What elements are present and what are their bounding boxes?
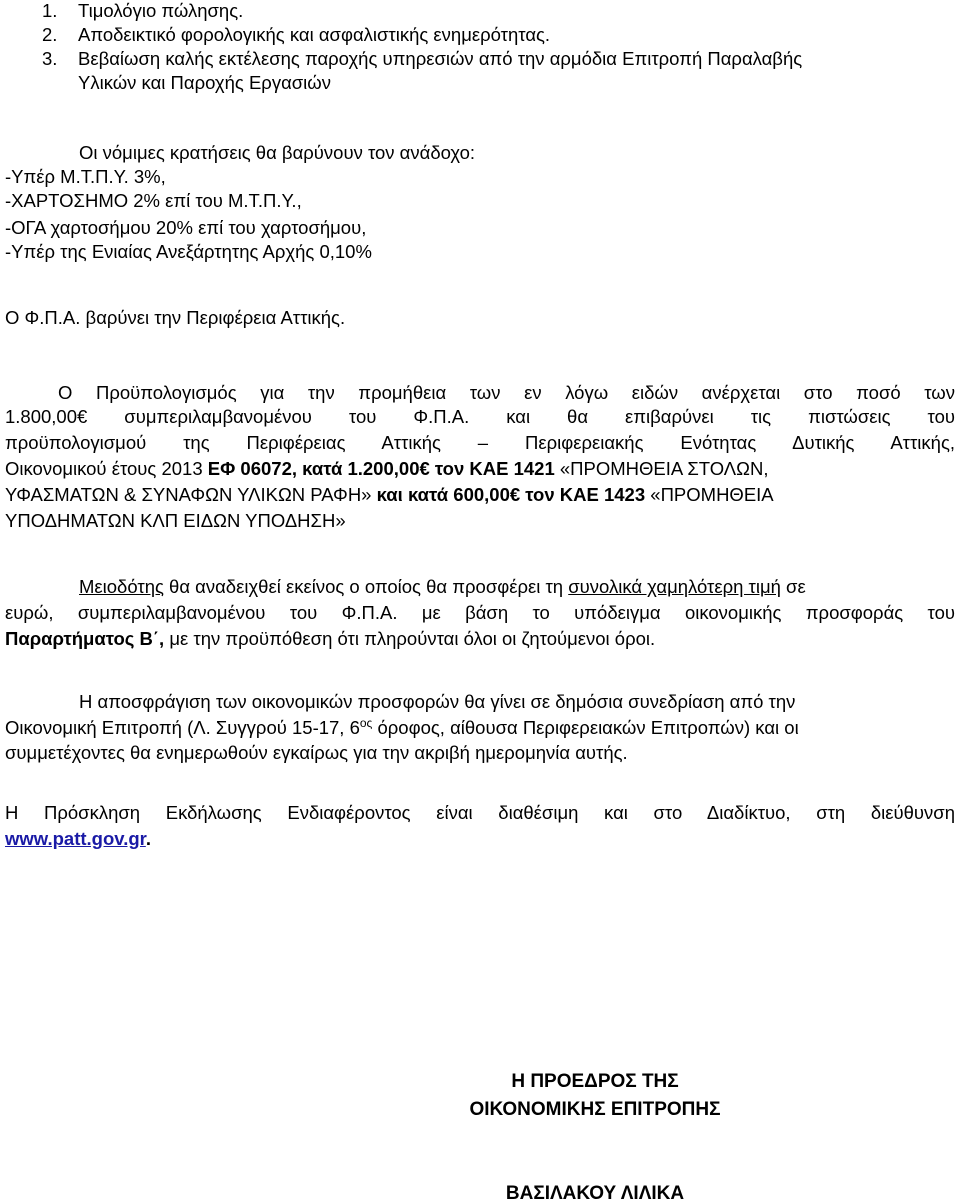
signature-title: ΟΙΚΟΝΟΜΙΚΗΣ ΕΠΙΤΡΟΠΗΣ [469,1099,721,1120]
budget-text: Οικονομικού έτους 2013 [5,458,208,479]
budget-text: «ΠΡΟΜΗΘΕΙΑ ΣΤΟΛΩΝ, [554,458,769,479]
invitation-text: . [145,828,151,849]
contractor-underlined: συνολικά χαμηλότερη τιμή [568,576,781,597]
withholding-item: -ΟΓΑ χαρτοσήμου 20% επί του χαρτοσήμου, [5,217,367,238]
withholdings-intro: Οι νόμιμες κρατήσεις θα βαρύνουν τον ανάδοχο: [79,142,476,163]
invitation-line: Η Πρόσκληση Εκδήλωσης Ενδιαφέροντος είναι διαθέσιμη και στο Διαδίκτυο, στη διεύθυνση [5,802,955,823]
withholding-item: -Υπέρ της Ενιαίας Ανεξάρτητης Αρχής 0,10% [5,241,372,262]
withholding-item: -Υπέρ Μ.Τ.Π.Υ. 3%, [5,166,166,187]
list-item [42,0,244,21]
ordinal-superscript: ος [359,716,373,730]
invitation-line [5,830,151,849]
budget-line: Ο Προϋπολογισμός για την προμήθεια των εν λόγω ειδών ανέρχεται στο ποσό των [58,382,955,403]
budget-line [5,486,955,505]
unsealing-line [5,717,799,738]
list-text-continuation: Υλικών και Παροχής Εργασιών [78,72,331,93]
contractor-text: θα αναδειχθεί εκείνος ο οποίος θα προσφέρει τη [163,576,569,597]
signature-title: Η ΠΡΟΕΔΡΟΣ ΤΗΣ [511,1071,679,1092]
budget-text: «ΠΡΟΜΗΘΕΙΑ [645,484,774,505]
list-text: Τιμολόγιο πώλησης. [78,0,244,21]
contractor-underlined: Μειοδότης [79,576,164,597]
website-link[interactable]: www.patt.gov.gr [5,828,146,849]
unsealing-line: Η αποσφράγιση των οικονομικών προσφορών θα γίνει σε δημόσια συνεδρίαση από την [79,691,796,712]
budget-line: ΥΠΟΔΗΜΑΤΩΝ ΚΛΠ ΕΙΔΩΝ ΥΠΟΔΗΣΗ» [5,510,346,531]
budget-line: 1.800,00€ συμπεριλαμβανομένου του Φ.Π.Α. και θα επιβαρύνει τις πιστώσεις του [5,406,955,427]
unsealing-text: Οικονομική Επιτροπή (Λ. Συγγρού 15-17, 6 [5,717,360,739]
list-text: Βεβαίωση καλής εκτέλεσης παροχής υπηρεσιών από την αρμόδια Επιτροπή Παραλαβής [78,48,803,69]
list-item [42,48,803,69]
list-number: 3. [42,48,58,69]
contractor-text: με την προϋπόθεση ότι πληρούνται όλοι οι ζητούμενοι όροι. [164,628,656,649]
budget-allocation-bold: ΕΦ 06072, κατά 1.200,00€ τον ΚΑΕ 1421 [207,458,555,479]
budget-allocation-bold: και κατά 600,00€ τον ΚΑΕ 1423 [376,484,646,505]
withholding-item: -ΧΑΡΤΟΣΗΜΟ 2% επί του Μ.Τ.Π.Υ., [5,190,302,211]
unsealing-line: συμμετέχοντες θα ενημερωθούν εγκαίρως για την ακριβή ημερομηνία αυτής. [5,742,628,763]
list-number: 2. [42,24,58,45]
contractor-text: σε [780,576,806,597]
contractor-line [5,630,655,649]
budget-line: προϋπολογισμού της Περιφέρειας Αττικής – Περιφερειακής Ενότητας Δυτικής Αττικής, [5,432,955,453]
contractor-line [79,578,806,597]
contractor-line: ευρώ, συμπεριλαμβανομένου του Φ.Π.Α. με βάση το υπόδειγμα οικονομικής προσφοράς του [5,602,955,623]
annex-reference: Παραρτήματος Β΄, [5,628,165,649]
list-item [42,24,551,45]
budget-line [5,460,955,479]
list-number: 1. [42,0,58,21]
list-text: Αποδεικτικό φορολογικής και ασφαλιστικής ενημερότητας. [78,24,551,45]
signatory-name: ΒΑΣΙΛΑΚΟΥ ΛΙΛΙΚΑ [505,1183,685,1204]
unsealing-text: όροφος, αίθουσα Περιφερειακών Επιτροπών) και οι [372,717,799,739]
budget-text: ΥΦΑΣΜΑΤΩΝ & ΣΥΝΑΦΩΝ ΥΛΙΚΩΝ ΡΑΦΗ» [5,484,377,505]
vat-note: Ο Φ.Π.Α. βαρύνει την Περιφέρεια Αττικής. [5,307,346,328]
